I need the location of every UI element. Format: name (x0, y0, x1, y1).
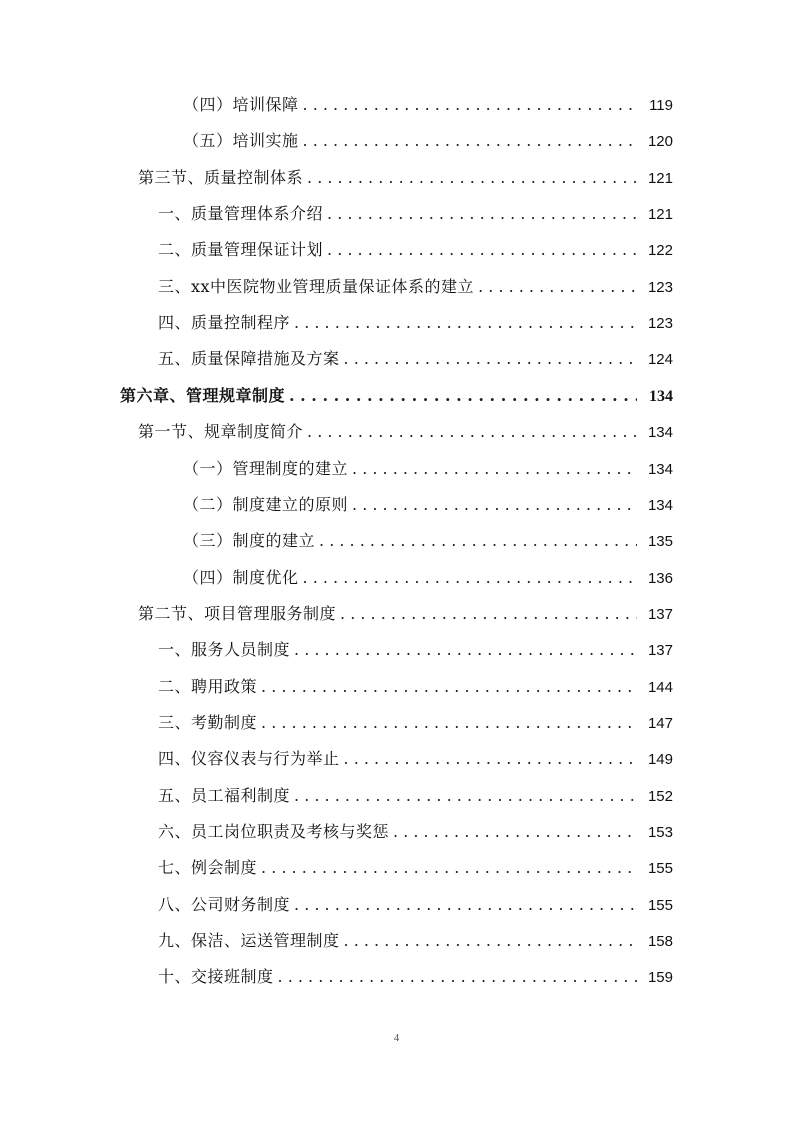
toc-dot-leader (294, 635, 637, 665)
toc-entry-page: 134 (647, 424, 673, 442)
toc-dot-leader (344, 926, 637, 956)
toc-dot-leader (340, 599, 637, 629)
toc-entry[interactable] (138, 599, 673, 629)
toc-dot-leader (307, 417, 637, 447)
toc-entry-page: 120 (647, 133, 673, 151)
toc-entry-page: 153 (647, 824, 673, 841)
toc-dot-leader (294, 781, 637, 811)
toc-dot-leader (261, 708, 637, 738)
toc-entry-label: 一、服务人员制度 (158, 640, 291, 660)
toc-entry[interactable] (158, 235, 673, 265)
toc-entry-label: 第三节、质量控制体系 (138, 167, 304, 187)
toc-entry-label: （二）制度建立的原则 (183, 494, 349, 514)
toc-dot-leader (289, 381, 637, 411)
toc-dot-leader (294, 308, 637, 338)
toc-entry-label: 四、仪容仪表与行为举止 (158, 749, 340, 769)
toc-entry-label: 一、质量管理体系介绍 (158, 204, 324, 224)
toc-entry[interactable] (158, 926, 673, 956)
toc-entry-label: （三）制度的建立 (183, 531, 316, 551)
toc-dot-leader (303, 563, 637, 593)
toc-entry-page: 135 (647, 533, 673, 551)
toc-entry-label: 五、员工福利制度 (158, 785, 291, 805)
toc-dot-leader (303, 90, 637, 120)
toc-entry[interactable] (183, 526, 673, 556)
toc-entry-page: 134 (647, 460, 673, 478)
toc-entry-label: 八、公司财务制度 (158, 894, 291, 914)
toc-entry-page: 134 (647, 496, 673, 514)
toc-entry-label: 二、质量管理保证计划 (158, 240, 324, 260)
toc-entry[interactable] (183, 490, 673, 520)
toc-entry-label: 第一节、规章制度简介 (138, 422, 304, 442)
toc-entry[interactable] (158, 744, 673, 774)
toc-entry-label: 七、例会制度 (158, 858, 258, 878)
toc-entry-page: 119 (649, 97, 673, 114)
toc-entry[interactable] (138, 417, 673, 447)
toc-entry-page: 137 (647, 605, 673, 623)
toc-dot-leader (261, 672, 637, 702)
toc-entry-page: 158 (647, 933, 673, 951)
toc-dot-leader (352, 490, 637, 520)
toc-entry[interactable] (158, 672, 673, 702)
toc-entry-page: 147 (647, 714, 673, 732)
toc-dot-leader (327, 235, 637, 265)
toc-entry-label: （四）培训保障 (183, 95, 299, 114)
toc-entry-page: 121 (647, 206, 673, 224)
toc-entry-page: 155 (647, 896, 673, 914)
toc-entry-page: 152 (647, 787, 673, 805)
toc-entry[interactable] (183, 90, 673, 120)
toc-entry[interactable] (158, 781, 673, 811)
toc-entry-label: 六、员工岗位职责及考核与奖惩 (158, 822, 390, 841)
toc-entry[interactable] (158, 344, 673, 374)
toc-entry[interactable] (158, 708, 673, 738)
toc-dot-leader (278, 962, 637, 992)
toc-entry-page: 159 (647, 969, 673, 987)
toc-entry-label: 第二节、项目管理服务制度 (138, 603, 337, 623)
toc-entry-page: 124 (647, 351, 673, 369)
toc-entry[interactable] (158, 308, 673, 338)
toc-entry-label: （五）培训实施 (183, 131, 299, 151)
toc-entry-label: 十、交接班制度 (158, 967, 274, 987)
toc-entry-page: 121 (647, 169, 673, 187)
toc-entry[interactable] (158, 635, 673, 665)
toc-entry-label: 第六章、管理规章制度 (120, 385, 286, 405)
toc-entry-label: （一）管理制度的建立 (183, 458, 349, 478)
toc-entry-page: 136 (647, 569, 673, 587)
toc-entry[interactable] (158, 199, 673, 229)
toc-entry[interactable] (120, 381, 673, 411)
toc-entry-page: 122 (647, 242, 673, 260)
toc-dot-leader (303, 126, 637, 156)
toc-dot-leader (344, 344, 637, 374)
toc-entry[interactable] (138, 163, 673, 193)
toc-entry[interactable] (158, 890, 673, 920)
toc-entry-label: 五、质量保障措施及方案 (158, 349, 340, 369)
toc-dot-leader (344, 744, 637, 774)
toc-entry[interactable] (158, 853, 673, 883)
toc-dot-leader (393, 817, 637, 847)
toc-entry[interactable] (158, 817, 673, 847)
toc-entry-page: 155 (647, 860, 673, 878)
toc-entry[interactable] (183, 454, 673, 484)
toc-entry-label: （四）制度优化 (183, 567, 299, 587)
toc-dot-leader (352, 454, 637, 484)
toc-entry-page: 137 (647, 642, 673, 660)
toc-entry-label: 二、聘用政策 (158, 676, 258, 696)
toc-entry-page: 123 (647, 315, 673, 333)
toc-entry-label: 三、xx中医院物业管理质量保证体系的建立 (158, 276, 475, 296)
toc-entry[interactable] (158, 962, 673, 992)
toc-dot-leader (319, 526, 637, 556)
toc-entry-page: 123 (647, 278, 673, 296)
toc-entry[interactable] (183, 126, 673, 156)
toc-dot-leader (261, 853, 637, 883)
toc-entry-label: 三、考勤制度 (158, 712, 258, 732)
page-number: 4 (393, 1032, 400, 1044)
toc-dot-leader (307, 163, 637, 193)
toc-dot-leader (478, 272, 637, 302)
toc-dot-leader (327, 199, 637, 229)
toc-entry-label: 四、质量控制程序 (158, 313, 291, 333)
toc-entry[interactable] (183, 563, 673, 593)
toc-entry-page: 144 (647, 678, 673, 696)
toc-entry-page: 149 (647, 751, 673, 769)
toc-entry[interactable] (158, 272, 673, 302)
toc-entry-page: 134 (649, 387, 673, 405)
toc-dot-leader (294, 890, 637, 920)
toc-entry-label: 九、保洁、运送管理制度 (158, 931, 340, 951)
